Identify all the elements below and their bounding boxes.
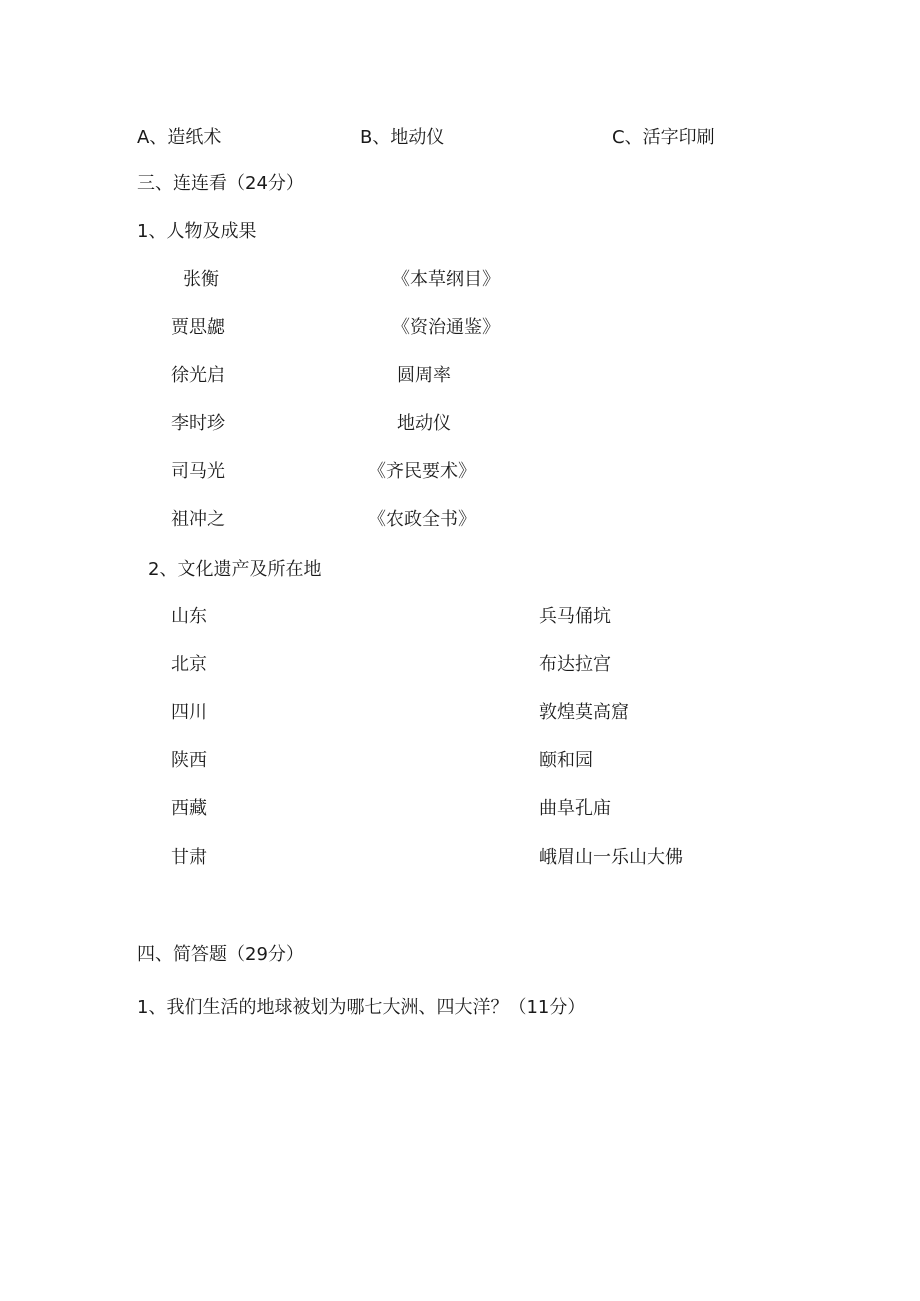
achievement-item: 地动仪	[397, 413, 451, 434]
section3-heading: 三、连连看（24分）	[137, 173, 304, 194]
achievement-item: 圆周率	[397, 365, 451, 386]
person-item: 张衡	[183, 269, 219, 290]
section4-heading: 四、简答题（29分）	[137, 944, 304, 965]
person-item: 祖冲之	[171, 509, 225, 530]
heritage-item: 敦煌莫高窟	[539, 702, 629, 723]
person-item: 贾思勰	[171, 317, 225, 338]
section4-question: 1、我们生活的地球被划为哪七大洲、四大洋？（11分）	[137, 997, 586, 1018]
choice-c: C、活字印刷	[612, 127, 715, 148]
choice-b: B、地动仪	[360, 127, 445, 148]
achievement-item: 《齐民要术》	[368, 461, 476, 482]
place-item: 陕西	[171, 750, 207, 771]
achievement-item: 《资治通鉴》	[392, 317, 500, 338]
heritage-item: 颐和园	[539, 750, 593, 771]
person-item: 李时珍	[171, 413, 225, 434]
heritage-item: 布达拉宫	[539, 654, 611, 675]
q2-title: 2、文化遗产及所在地	[148, 559, 322, 580]
heritage-item: 曲阜孔庙	[539, 798, 611, 819]
place-item: 四川	[171, 702, 207, 723]
achievement-item: 《本草纲目》	[392, 269, 500, 290]
q1-title: 1、人物及成果	[137, 221, 257, 242]
choice-a: A、造纸术	[137, 127, 222, 148]
place-item: 甘肃	[171, 847, 207, 868]
person-item: 徐光启	[171, 365, 225, 386]
place-item: 山东	[171, 606, 207, 627]
place-item: 西藏	[171, 798, 207, 819]
heritage-item: 峨眉山一乐山大佛	[539, 847, 683, 868]
person-item: 司马光	[171, 461, 225, 482]
place-item: 北京	[171, 654, 207, 675]
achievement-item: 《农政全书》	[368, 509, 476, 530]
heritage-item: 兵马俑坑	[539, 606, 611, 627]
